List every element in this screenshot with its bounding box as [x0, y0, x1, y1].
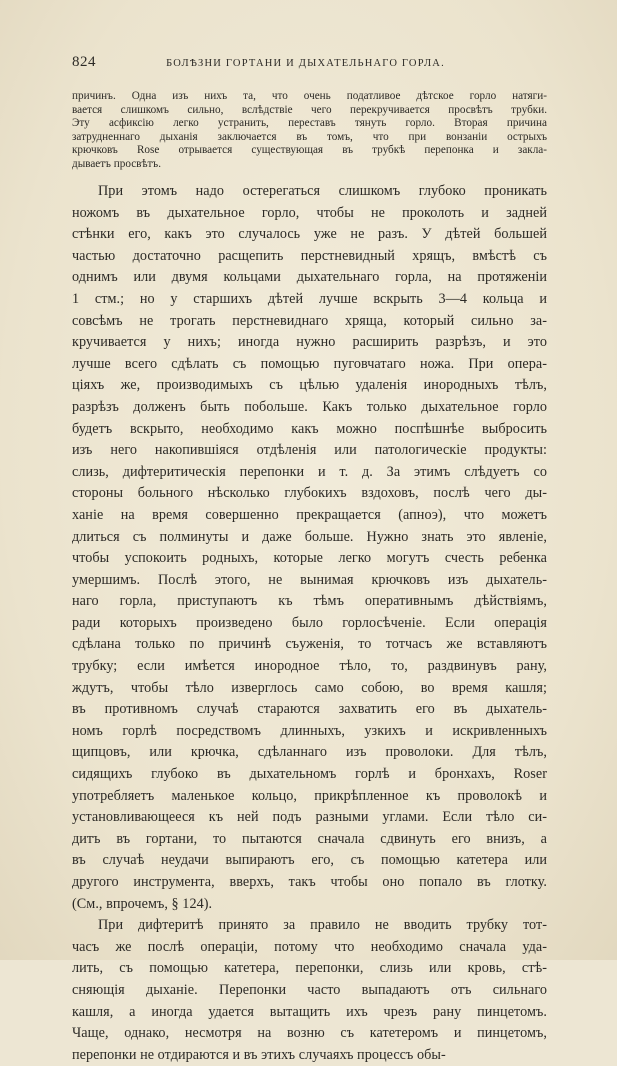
text-line: Чаще, однако, несмотря на возню съ катетеромъ и пинцетомъ,	[72, 1025, 547, 1042]
text-line: часъ же послѣ операціи, потому что необходимо сначала уда-	[72, 938, 547, 955]
text-line: однимъ или двумя кольцами дыхательнаго горла, на протяженіи	[72, 269, 547, 286]
text-line: ханіе на время совершенно прекращается (апноэ), что можетъ	[72, 506, 547, 523]
text-line: частью достаточно расщепить перстневидный хрящъ, вмѣстѣ съ	[72, 247, 547, 264]
text-line: При этомъ надо остерегаться слишкомъ глубоко проникать	[98, 183, 547, 199]
text-line: трубку; если имѣется инородное тѣло, то, раздвинувъ рану,	[72, 658, 547, 675]
text-line: совсѣмъ не трогать перстневиднаго хряща, который сильно за-	[72, 312, 547, 329]
text-line: (См., впрочемъ, § 124).	[72, 895, 213, 912]
text-line: дитъ въ гортани, то пытаются сначала сдвинуть его внизъ, а	[72, 830, 547, 847]
text-line: употребляетъ маленькое кольцо, прикрѣпленное къ проволокѣ и	[72, 787, 547, 804]
text-line: слизь, дифтеритическія перепонки и т. д. За этимъ слѣдуетъ со	[72, 463, 547, 480]
footnote-block	[72, 90, 547, 172]
text-line: сидящихъ глубоко въ дыхательномъ горлѣ и бронхахъ, Roser	[72, 766, 547, 783]
footnote-line: крючковъ Rose отрывается существующая въ трубкѣ перепонка и закла-	[72, 144, 547, 157]
text-line: щипцовъ, или крючка, сдѣланнаго изъ проволоки. Для тѣлъ,	[72, 744, 547, 761]
running-head: БОЛѢЗНИ ГОРТАНИ И ДЫХАТЕЛЬНАГО ГОРЛА.	[166, 58, 445, 69]
text-line: 1 стм.; но у старшихъ дѣтей лучше вскрыть 3—4 кольца и	[72, 290, 547, 307]
body-text	[72, 181, 547, 1066]
text-line: разрѣзъ долженъ быть побольше. Какъ только дыхательное горло	[72, 398, 547, 415]
text-line: въ случаѣ неудачи выпираютъ его, съ помощью катетера или	[72, 852, 547, 869]
text-line: ждутъ, чтобы тѣло изверглось само собою, во время кашля;	[72, 679, 547, 696]
text-line: длиться съ полминуты и даже больше. Нужно знать это явленіе,	[72, 528, 547, 545]
paragraph-2	[72, 915, 547, 1066]
footnote-line: Эту асфиксію легко устранить, переставъ тянуть горло. Вторая причина	[72, 117, 547, 130]
footnote-line: вается слишкомъ сильно, вслѣдствіе чего перекручивается просвѣтъ трубки.	[72, 103, 547, 116]
footnote-line: причинъ. Одна изъ нихъ та, что очень податливое дѣтское горло натяги-	[72, 90, 547, 102]
text-line: сдѣлана только по причинѣ съуженія, то тотчасъ же вставляютъ	[72, 636, 547, 653]
paragraph-1	[72, 181, 547, 915]
text-line: въ противномъ случаѣ стараются захватить его въ дыхатель-	[72, 701, 547, 718]
text-line: ціяхъ же, производимыхъ съ цѣлью удаленія инородныхъ тѣлъ,	[72, 377, 547, 394]
text-line: чтобы успокоить родныхъ, которые легко могутъ счесть ребенка	[72, 550, 547, 567]
text-line: ради которыхъ произведено было горлосѣченіе. Если операція	[72, 614, 547, 631]
page-header	[72, 54, 545, 74]
text-line: наго горла, приступаютъ къ тѣмъ оперативнымъ дѣйствіямъ,	[72, 593, 547, 610]
text-line: кашля, а иногда удается вытащить ихъ чрезъ рану пинцетомъ.	[72, 1003, 547, 1020]
text-line: лить, съ помощью катетера, перепонки, слизь или кровь, стѣ-	[72, 960, 547, 977]
text-line: При дифтеритѣ принято за правило не вводить трубку тот-	[98, 917, 547, 934]
text-line: изъ него накопившіяся отдѣленія или патологическіе продукты:	[72, 442, 547, 459]
text-line: перепонки не отдираются и въ этихъ случаяхъ процессъ обы-	[72, 1046, 446, 1063]
text-line: установливающееся къ ней подъ разными углами. Если тѣло си-	[72, 809, 547, 826]
text-line: будетъ вскрыто, необходимо какъ можно поспѣшнѣе выбросить	[72, 420, 547, 437]
text-line: лучше всего сдѣлать съ помощью пуговчатаго ножа. При опера-	[72, 355, 547, 372]
text-line: ножомъ въ дыхательное горло, чтобы не проколоть и задней	[72, 204, 547, 221]
text-line: кручивается у нихъ; иногда нужно расширить разрѣзъ, и это	[72, 334, 547, 351]
text-line: стѣнки его, какъ это случалось уже не разъ. У дѣтей большей	[72, 226, 547, 243]
page-number: 824	[72, 54, 96, 70]
footnote-line: затрудненнаго дыханія заключается въ томъ, что при вонзаніи острыхъ	[72, 130, 547, 143]
text-line: сняющія дыханіе. Перепонки часто выпадаютъ отъ сильнаго	[72, 981, 547, 998]
footnote-line: дываетъ просвѣтъ.	[72, 157, 161, 170]
text-line: умершимъ. Послѣ этого, не вынимая крючковъ изъ дыхатель-	[72, 571, 547, 588]
text-line: другого инструмента, вверхъ, такъ чтобы оно попало въ глотку.	[72, 874, 547, 890]
text-line: номъ горлѣ посредствомъ длинныхъ, узкихъ и искривленныхъ	[72, 722, 547, 739]
text-line: стороны больного нѣсколько глубокихъ вздоховъ, послѣ чего ды-	[72, 485, 547, 502]
